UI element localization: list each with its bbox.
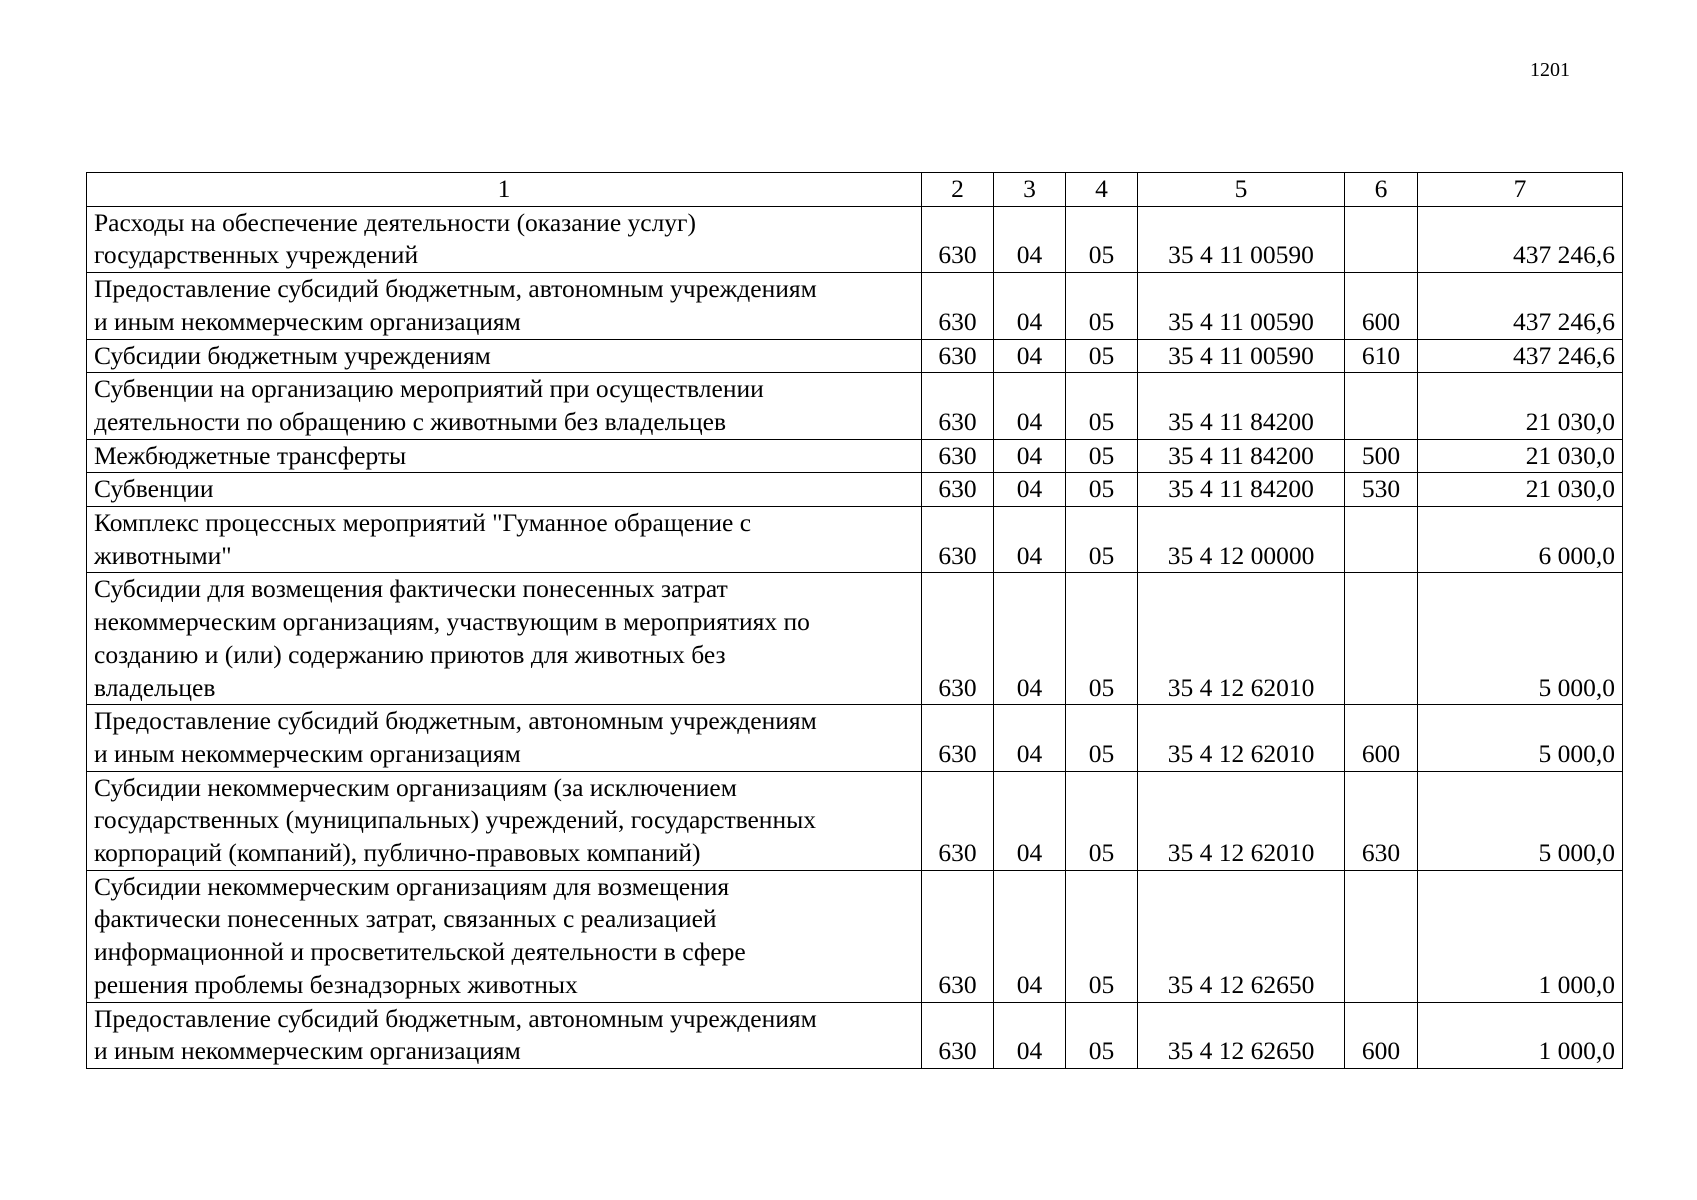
table-row — [87, 373, 1623, 439]
expense-name-cell — [87, 206, 922, 272]
expense-name-line: деятельности по обращению с животными без владельцев — [94, 406, 727, 436]
ved-code-cell: 630 — [922, 339, 994, 373]
subsection-code-cell: 05 — [1066, 771, 1138, 870]
target-article-cell: 35 4 11 84200 — [1138, 373, 1345, 439]
table-body — [87, 206, 1623, 1068]
section-code-cell: 04 — [994, 573, 1066, 705]
ved-code-cell: 630 — [922, 206, 994, 272]
amount-cell: 5 000,0 — [1418, 771, 1623, 870]
ved-code-cell: 630 — [922, 573, 994, 705]
table-row — [87, 439, 1623, 473]
expense-name-line: Субсидии для возмещения фактически понесенных затрат — [94, 574, 728, 604]
section-code-cell: 04 — [994, 373, 1066, 439]
expense-name-line: Предоставление субсидий бюджетным, автономным учреждениям — [94, 274, 817, 304]
expense-name-line: созданию и (или) содержанию приютов для животных без — [94, 639, 726, 669]
expense-name-cell — [87, 473, 922, 507]
header-col-3: 3 — [994, 173, 1066, 207]
table-row — [87, 206, 1623, 272]
expense-name-cell — [87, 339, 922, 373]
expense-name-line: корпораций (компаний), публично-правовых компаний) — [94, 838, 701, 868]
subsection-code-cell: 05 — [1066, 573, 1138, 705]
table-row — [87, 771, 1623, 870]
expense-name-cell — [87, 870, 922, 1002]
amount-cell: 21 030,0 — [1418, 439, 1623, 473]
amount-cell: 1 000,0 — [1418, 870, 1623, 1002]
expense-name-cell — [87, 273, 922, 339]
expense-name-line: фактически понесенных затрат, связанных с реализацией — [94, 904, 717, 934]
target-article-cell: 35 4 11 00590 — [1138, 273, 1345, 339]
ved-code-cell: 630 — [922, 273, 994, 339]
expense-name-line: Комплекс процессных мероприятий "Гуманное обращение с — [94, 508, 752, 538]
expense-name-line: государственных учреждений — [94, 240, 419, 270]
expense-type-cell — [1345, 206, 1418, 272]
ved-code-cell: 630 — [922, 1002, 994, 1068]
expense-name-line: Субвенции на организацию мероприятий при осуществлении — [94, 374, 764, 404]
target-article-cell: 35 4 11 84200 — [1138, 473, 1345, 507]
amount-cell: 21 030,0 — [1418, 473, 1623, 507]
expense-type-cell — [1345, 870, 1418, 1002]
expense-name-line: и иным некоммерческим организациям — [94, 1036, 521, 1066]
expense-name-line: некоммерческим организациям, участвующим в мероприятиях по — [94, 607, 810, 637]
table-header — [87, 173, 1623, 207]
expense-name-cell — [87, 573, 922, 705]
expense-type-cell — [1345, 373, 1418, 439]
target-article-cell: 35 4 12 62010 — [1138, 705, 1345, 771]
subsection-code-cell: 05 — [1066, 473, 1138, 507]
expense-name-line: Субсидии бюджетным учреждениям — [94, 340, 491, 370]
amount-cell: 437 246,6 — [1418, 206, 1623, 272]
expense-name-line: Предоставление субсидий бюджетным, автономным учреждениям — [94, 1003, 817, 1033]
header-col-5: 5 — [1138, 173, 1345, 207]
expense-name-line: и иным некоммерческим организациям — [94, 306, 521, 336]
expense-name-line: Субвенции — [94, 474, 214, 504]
header-col-7: 7 — [1418, 173, 1623, 207]
table-row — [87, 273, 1623, 339]
amount-cell: 437 246,6 — [1418, 339, 1623, 373]
expense-name-line: Расходы на обеспечение деятельности (оказание услуг) — [94, 207, 697, 237]
section-code-cell: 04 — [994, 771, 1066, 870]
expense-type-cell: 610 — [1345, 339, 1418, 373]
expense-name-line: животными" — [94, 540, 232, 570]
header-row — [87, 173, 1623, 207]
expense-name-cell — [87, 373, 922, 439]
subsection-code-cell: 05 — [1066, 507, 1138, 573]
ved-code-cell: 630 — [922, 705, 994, 771]
section-code-cell: 04 — [994, 1002, 1066, 1068]
amount-cell: 6 000,0 — [1418, 507, 1623, 573]
expense-name-cell — [87, 771, 922, 870]
header-col-4: 4 — [1066, 173, 1138, 207]
subsection-code-cell: 05 — [1066, 1002, 1138, 1068]
amount-cell: 21 030,0 — [1418, 373, 1623, 439]
subsection-code-cell: 05 — [1066, 273, 1138, 339]
expense-type-cell: 530 — [1345, 473, 1418, 507]
section-code-cell: 04 — [994, 273, 1066, 339]
table-row — [87, 507, 1623, 573]
target-article-cell: 35 4 12 62010 — [1138, 771, 1345, 870]
amount-cell: 5 000,0 — [1418, 705, 1623, 771]
ved-code-cell: 630 — [922, 507, 994, 573]
expense-name-cell — [87, 1002, 922, 1068]
amount-cell: 1 000,0 — [1418, 1002, 1623, 1068]
expense-name-line: и иным некоммерческим организациям — [94, 738, 521, 768]
expense-name-line: Предоставление субсидий бюджетным, автономным учреждениям — [94, 706, 817, 736]
subsection-code-cell: 05 — [1066, 373, 1138, 439]
target-article-cell: 35 4 12 00000 — [1138, 507, 1345, 573]
ved-code-cell: 630 — [922, 473, 994, 507]
ved-code-cell: 630 — [922, 439, 994, 473]
subsection-code-cell: 05 — [1066, 339, 1138, 373]
section-code-cell: 04 — [994, 339, 1066, 373]
table-row — [87, 573, 1623, 705]
subsection-code-cell: 05 — [1066, 439, 1138, 473]
expense-type-cell: 600 — [1345, 1002, 1418, 1068]
expense-name-line: государственных (муниципальных) учреждений, государственных — [94, 805, 816, 835]
page-number: 1201 — [1530, 59, 1570, 81]
table-row — [87, 870, 1623, 1002]
table-row — [87, 339, 1623, 373]
target-article-cell: 35 4 11 00590 — [1138, 339, 1345, 373]
subsection-code-cell: 05 — [1066, 705, 1138, 771]
header-col-2: 2 — [922, 173, 994, 207]
expense-type-cell: 600 — [1345, 705, 1418, 771]
subsection-code-cell: 05 — [1066, 206, 1138, 272]
header-col-6: 6 — [1345, 173, 1418, 207]
expense-name-cell — [87, 705, 922, 771]
table-row — [87, 705, 1623, 771]
section-code-cell: 04 — [994, 507, 1066, 573]
table-row — [87, 1002, 1623, 1068]
ved-code-cell: 630 — [922, 771, 994, 870]
expense-name-line: решения проблемы безнадзорных животных — [94, 969, 578, 999]
target-article-cell: 35 4 12 62650 — [1138, 870, 1345, 1002]
ved-code-cell: 630 — [922, 373, 994, 439]
section-code-cell: 04 — [994, 473, 1066, 507]
expense-type-cell: 630 — [1345, 771, 1418, 870]
expense-name-line: информационной и просветительской деятельности в сфере — [94, 937, 746, 967]
expense-type-cell: 500 — [1345, 439, 1418, 473]
budget-table — [86, 172, 1623, 1069]
amount-cell: 437 246,6 — [1418, 273, 1623, 339]
amount-cell: 5 000,0 — [1418, 573, 1623, 705]
expense-name-line: владельцев — [94, 672, 216, 702]
target-article-cell: 35 4 12 62650 — [1138, 1002, 1345, 1068]
target-article-cell: 35 4 11 00590 — [1138, 206, 1345, 272]
expense-name-cell — [87, 439, 922, 473]
table-row — [87, 473, 1623, 507]
section-code-cell: 04 — [994, 870, 1066, 1002]
target-article-cell: 35 4 11 84200 — [1138, 439, 1345, 473]
expense-name-line: Межбюджетные трансферты — [94, 440, 407, 470]
expense-type-cell — [1345, 573, 1418, 705]
ved-code-cell: 630 — [922, 870, 994, 1002]
section-code-cell: 04 — [994, 705, 1066, 771]
expense-name-line: Субсидии некоммерческим организациям для возмещения — [94, 871, 730, 901]
subsection-code-cell: 05 — [1066, 870, 1138, 1002]
target-article-cell: 35 4 12 62010 — [1138, 573, 1345, 705]
header-col-1: 1 — [87, 173, 922, 207]
section-code-cell: 04 — [994, 439, 1066, 473]
expense-name-cell — [87, 507, 922, 573]
expense-type-cell: 600 — [1345, 273, 1418, 339]
expense-name-line: Субсидии некоммерческим организациям (за исключением — [94, 772, 737, 802]
expense-type-cell — [1345, 507, 1418, 573]
section-code-cell: 04 — [994, 206, 1066, 272]
